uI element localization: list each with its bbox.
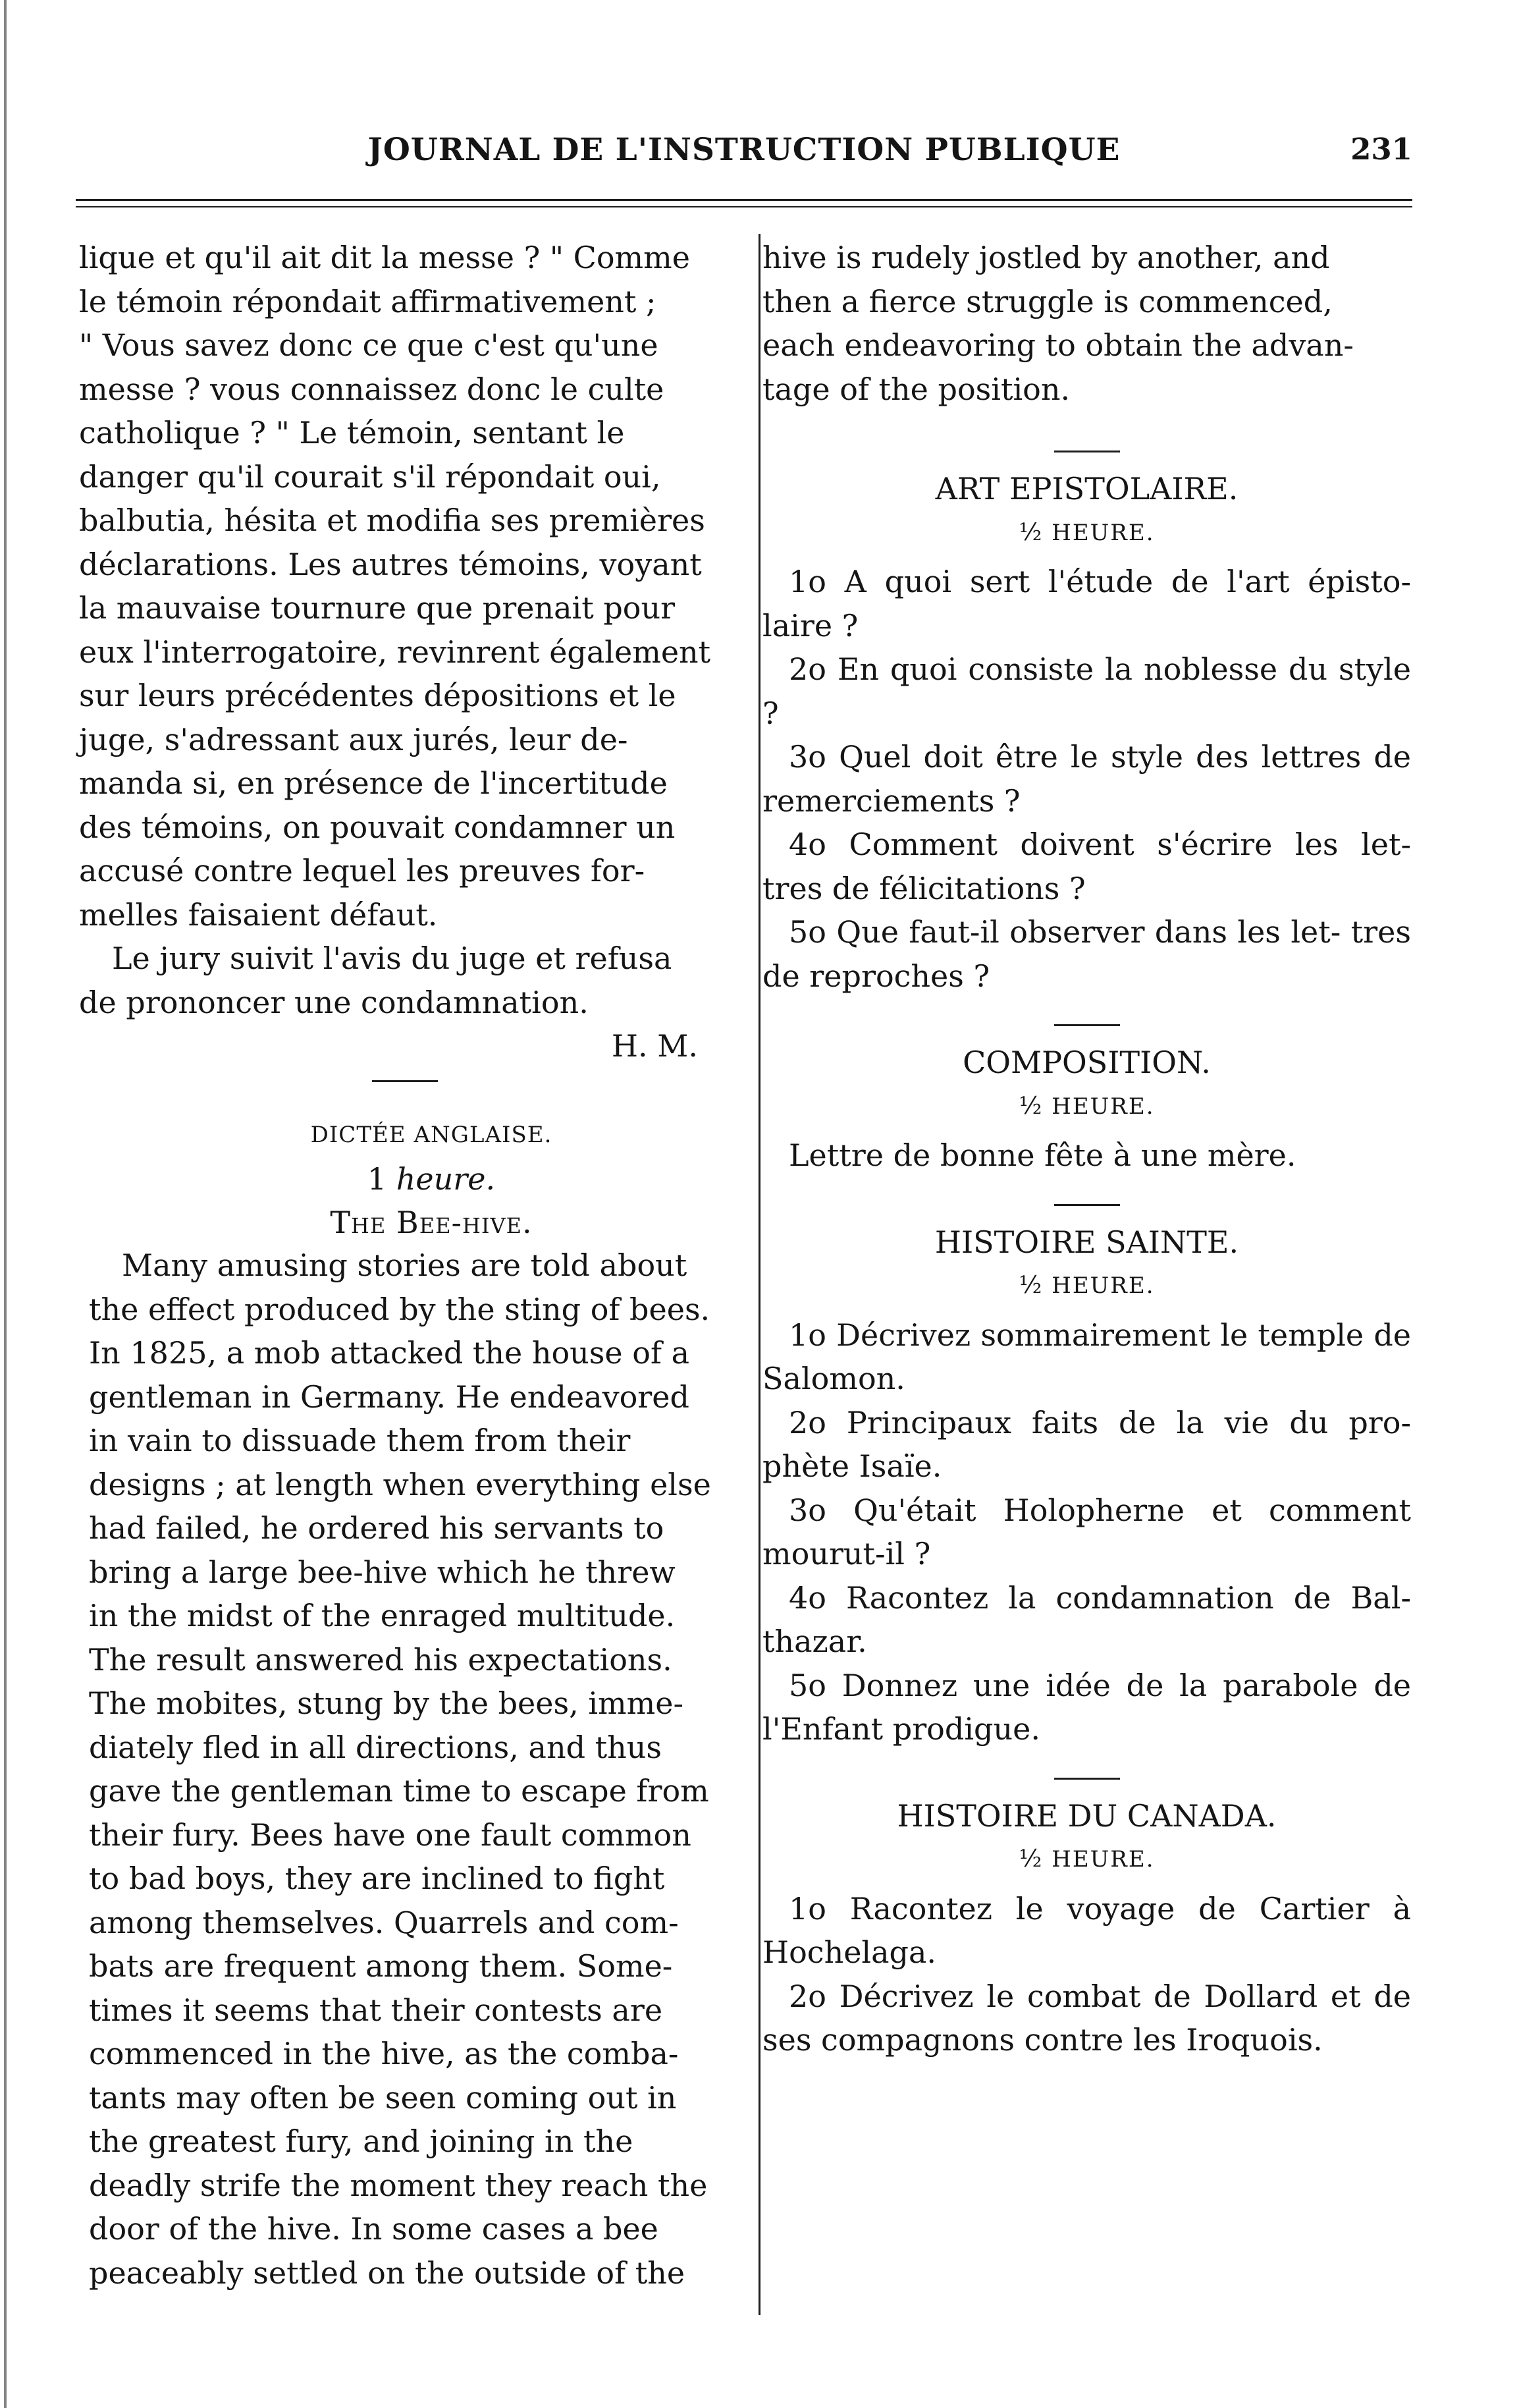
running-title: JOURNAL DE L'INSTRUCTION PUBLIQUE (367, 132, 1121, 168)
question: 4o Racontez la condamnation de Bal- thazar. (762, 1579, 1411, 1659)
time-fraction: ½ (1019, 1846, 1044, 1873)
text-line: gave the gentleman time to escape from (89, 1773, 709, 1809)
text-line: peaceably settled on the outside of the (89, 2255, 685, 2291)
page-edge (4, 0, 7, 2408)
column-divider (759, 234, 760, 2315)
text-line: bring a large bee-hive which he threw (89, 1554, 676, 1590)
text-line: lique et qu'il ait dit la messe ? " Comme (79, 240, 691, 275)
dictee-title: DICTÉE ANGLAISE. (310, 1122, 552, 1148)
story-continuation (762, 236, 1411, 411)
right-column (762, 236, 1411, 2062)
question: 1o A quoi sert l'étude de l'art épisto- laire ? (762, 564, 1411, 643)
question: Lettre de bonne fête à une mère. (789, 1137, 1296, 1173)
dictee-header (79, 1113, 744, 1245)
section-time (762, 511, 1411, 555)
time-fraction: ½ (1019, 1092, 1044, 1120)
trial-paragraph (79, 236, 744, 937)
text-line: tants may often be seen coming out in (89, 2079, 677, 2116)
question: 1o Racontez le voyage de Cartier à Hochelaga. (762, 1890, 1411, 1970)
text-line: juge, s'adressant aux jurés, leur de- (79, 721, 628, 757)
section-time (762, 1264, 1411, 1308)
header-rule-bottom (76, 206, 1412, 207)
text-line: eux l'interrogatoire, revinrent également (79, 634, 711, 670)
section-title-histoire-canada: HISTOIRE DU CANADA. (897, 1797, 1277, 1834)
text-line: In 1825, a mob attacked the house of a (89, 1335, 690, 1371)
epistolaire-questions (762, 560, 1411, 998)
question: 3o Quel doit être le style des lettres de remerciements ? (762, 739, 1411, 819)
section-title-epistolaire: ART EPISTOLAIRE. (935, 471, 1239, 506)
text-line: de prononcer une condamnation. (79, 984, 589, 1020)
text-line: The result answered his expectations. (89, 1641, 672, 1678)
text-line: deadly strife the moment they reach the (89, 2167, 708, 2203)
duration-number: 1 (367, 1161, 387, 1197)
section-dash (1054, 451, 1120, 452)
question: 4o Comment doivent s'écrire les let- tres de félicitations ? (762, 827, 1411, 906)
time-unit: HEURE. (1052, 1846, 1155, 1873)
time-unit: HEURE. (1052, 1093, 1155, 1120)
section-title-composition: COMPOSITION. (963, 1045, 1211, 1080)
question: 3o Qu'était Holopherne et comment mourut-il ? (762, 1492, 1411, 1572)
signature: H. M. (611, 1028, 698, 1064)
text-line: The mobites, stung by the bees, imme- (89, 1685, 684, 1721)
text-line: commenced in the hive, as the comba- (89, 2036, 679, 2071)
section-time (762, 1085, 1411, 1129)
section-dash (372, 1080, 438, 1082)
text-line: the effect produced by the sting of bees. (89, 1291, 710, 1327)
text-line: " Vous savez donc ce que c'est qu'une (79, 327, 658, 363)
story-paragraph (89, 1244, 754, 2295)
question: 2o En quoi consiste la noblesse du style ? (762, 651, 1411, 731)
text-line: each endeavoring to obtain the advan- (762, 327, 1354, 363)
text-line: des témoins, on pouvait condamner un (79, 809, 676, 845)
text-line: then a fierce struggle is commenced, (762, 283, 1333, 319)
question: 5o Donnez une idée de la parabole de l'Enfant prodigue. (762, 1667, 1411, 1747)
text-line: danger qu'il courait s'il répondait oui, (79, 458, 661, 495)
text-line: catholique ? " Le témoin, sentant le (79, 415, 625, 451)
text-line: to bad boys, they are inclined to fight (89, 1861, 665, 1896)
section-title-histoire-sainte: HISTOIRE SAINTE. (934, 1224, 1239, 1260)
text-line: designs ; at length when everything else (89, 1466, 711, 1502)
question: 2o Décrivez le combat de Dollard et de ses compagnons contre les Iroquois. (762, 1978, 1411, 2058)
text-line: the greatest fury, and joining in the (89, 2123, 633, 2159)
section-dash (1054, 1778, 1120, 1780)
text-line: among themselves. Quarrels and com- (89, 1904, 679, 1940)
text-line: gentleman in Germany. He endeavored (89, 1379, 689, 1415)
text-line: hive is rudely jostled by another, and (762, 240, 1330, 275)
header-rule-top (76, 199, 1412, 201)
text-line: balbutia, hésita et modifia ses premières (79, 503, 705, 538)
section-dash (1054, 1024, 1120, 1026)
text-line: la mauvaise tournure que prenait pour (79, 590, 676, 626)
histoire-sainte-questions (762, 1313, 1411, 1751)
text-line: tage of the position. (762, 371, 1071, 407)
text-line: Le jury suivit l'avis du juge et refusa (112, 941, 672, 976)
question: 2o Principaux faits de la vie du pro- phète Isaïe. (762, 1404, 1411, 1484)
time-fraction: ½ (1019, 518, 1044, 546)
page-number: 231 (1350, 132, 1412, 167)
text-line: in the midst of the enraged multitude. (89, 1598, 676, 1633)
text-line: déclarations. Les autres témoins, voyant (79, 546, 702, 582)
question: 1o Décrivez sommairement le temple de Salomon. (762, 1317, 1411, 1396)
text-line: had failed, he ordered his servants to (89, 1510, 664, 1546)
text-line: times it seems that their contests are (89, 1992, 663, 2028)
text-line: in vain to dissuade them from their (89, 1423, 631, 1458)
conclusion-paragraph (79, 937, 744, 1024)
text-line: manda si, en présence de l'incertitude (79, 765, 668, 801)
dictee-duration (79, 1157, 744, 1201)
text-line: messe ? vous connaissez donc le culte (79, 371, 664, 407)
time-unit: HEURE. (1052, 1272, 1155, 1299)
time-fraction: ½ (1019, 1272, 1044, 1299)
story-title: The Bee-hive. (330, 1205, 533, 1240)
text-line: door of the hive. In some cases a bee (89, 2211, 658, 2247)
text-line: Many amusing stories are told about (122, 1247, 687, 1283)
composition-prompt (762, 1134, 1411, 1178)
histoire-canada-questions (762, 1887, 1411, 2062)
text-line: their fury. Bees have one fault common (89, 1817, 691, 1853)
time-unit: HEURE. (1052, 519, 1155, 546)
section-dash (1054, 1204, 1120, 1206)
question: 5o Que faut-il observer dans les let- tres de reproches ? (762, 914, 1411, 994)
duration-unit: heure. (396, 1161, 496, 1197)
text-line: le témoin répondait affirmativement ; (79, 283, 656, 319)
text-line: accusé contre lequel les preuves for- (79, 853, 645, 889)
page-header (76, 132, 1412, 178)
section-time (762, 1838, 1411, 1882)
left-column-upper (79, 236, 744, 1068)
text-line: diately fled in all directions, and thus (89, 1729, 662, 1765)
text-line: bats are frequent among them. Some- (89, 1948, 673, 1984)
text-line: melles faisaient défaut. (79, 896, 438, 933)
text-line: sur leurs précédentes dépositions et le (79, 678, 676, 713)
